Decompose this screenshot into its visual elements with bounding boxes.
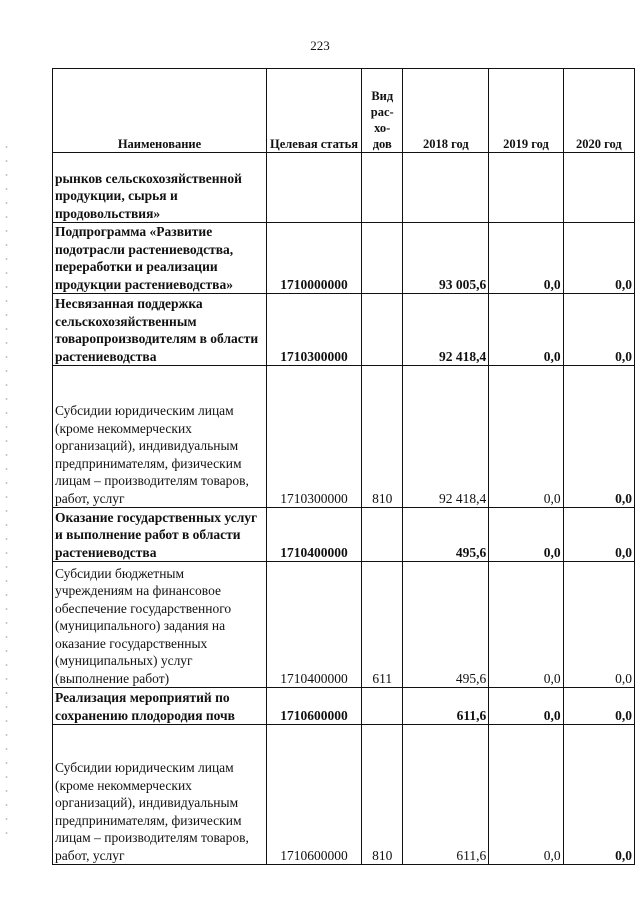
row-name: Субсидии бюджетным учреждениям на финансовое обеспечение государственного (муниципального) задания на оказание государственных (муниципальных) услуг (выполнение работ) <box>53 562 267 688</box>
table-row <box>53 725 635 865</box>
header-2019: 2019 год <box>489 69 563 153</box>
row-expense-type <box>362 508 403 562</box>
row-target-article <box>266 153 361 223</box>
header-target-article: Целевая статья <box>266 69 361 153</box>
row-target-article: 1710600000 <box>266 725 361 865</box>
row-name: Несвязанная поддержка сельскохозяйственным товаропроизводителям в области растениеводства <box>53 294 267 366</box>
row-target-article: 1710400000 <box>266 508 361 562</box>
row-value-2019: 0,0 <box>489 294 563 366</box>
budget-table <box>52 68 635 865</box>
row-target-article: 1710300000 <box>266 366 361 508</box>
row-value-2020: 0,0 <box>563 294 634 366</box>
table-row <box>53 688 635 725</box>
table-header-row <box>53 69 635 153</box>
row-value-2020: 0,0 <box>563 725 634 865</box>
table-row <box>53 366 635 508</box>
row-value-2018: 495,6 <box>403 562 489 688</box>
row-name: Подпрограмма «Развитие подотрасли растениеводства, переработки и реализации продукции растениеводства» <box>53 223 267 294</box>
row-name: Субсидии юридическим лицам (кроме некоммерческих организаций), индивидуальным предпринимателям, физическим лицам – производителям товаров, работ, услуг <box>53 366 267 508</box>
row-value-2020: 0,0 <box>563 562 634 688</box>
row-expense-type <box>362 294 403 366</box>
table-row <box>53 562 635 688</box>
header-expense-type-line: Вид <box>371 89 394 103</box>
header-expense-type-line: дов <box>372 137 392 151</box>
row-value-2018: 92 418,4 <box>403 294 489 366</box>
row-value-2019: 0,0 <box>489 223 563 294</box>
row-value-2018: 495,6 <box>403 508 489 562</box>
row-expense-type: 810 <box>362 725 403 865</box>
header-expense-type-line: хо- <box>374 121 391 135</box>
row-value-2020 <box>563 153 634 223</box>
row-expense-type <box>362 223 403 294</box>
row-name: Реализация мероприятий по сохранению плодородия почв <box>53 688 267 725</box>
row-value-2019: 0,0 <box>489 508 563 562</box>
row-expense-type: 810 <box>362 366 403 508</box>
row-value-2019: 0,0 <box>489 688 563 725</box>
row-name: Оказание государственных услуг и выполнение работ в области растениеводства <box>53 508 267 562</box>
table-row <box>53 294 635 366</box>
row-value-2020: 0,0 <box>563 223 634 294</box>
row-value-2019 <box>489 153 563 223</box>
row-target-article: 1710600000 <box>266 688 361 725</box>
row-target-article: 1710400000 <box>266 562 361 688</box>
row-value-2020: 0,0 <box>563 508 634 562</box>
row-value-2020: 0,0 <box>563 366 634 508</box>
header-name: Наименование <box>53 69 267 153</box>
header-2020: 2020 год <box>563 69 634 153</box>
header-expense-type-line: рас- <box>370 105 394 119</box>
row-target-article: 1710000000 <box>266 223 361 294</box>
row-value-2019: 0,0 <box>489 366 563 508</box>
header-2018: 2018 год <box>403 69 489 153</box>
row-expense-type: 611 <box>362 562 403 688</box>
row-value-2019: 0,0 <box>489 562 563 688</box>
scan-edge-marks <box>5 140 8 840</box>
table-row <box>53 223 635 294</box>
row-name: рынков сельскохозяйственной продукции, сырья и продовольствия» <box>53 153 267 223</box>
row-expense-type <box>362 153 403 223</box>
row-expense-type <box>362 688 403 725</box>
table-row <box>53 508 635 562</box>
row-value-2018 <box>403 153 489 223</box>
row-target-article: 1710300000 <box>266 294 361 366</box>
row-value-2018: 92 418,4 <box>403 366 489 508</box>
header-expense-type <box>362 69 403 153</box>
row-value-2018: 93 005,6 <box>403 223 489 294</box>
row-value-2018: 611,6 <box>403 688 489 725</box>
page-number: 223 <box>310 38 330 53</box>
row-value-2018: 611,6 <box>403 725 489 865</box>
row-value-2020: 0,0 <box>563 688 634 725</box>
row-name: Субсидии юридическим лицам (кроме некоммерческих организаций), индивидуальным предпринимателям, физическим лицам – производителям товаров, работ, услуг <box>53 725 267 865</box>
row-value-2019: 0,0 <box>489 725 563 865</box>
table-row <box>53 153 635 223</box>
